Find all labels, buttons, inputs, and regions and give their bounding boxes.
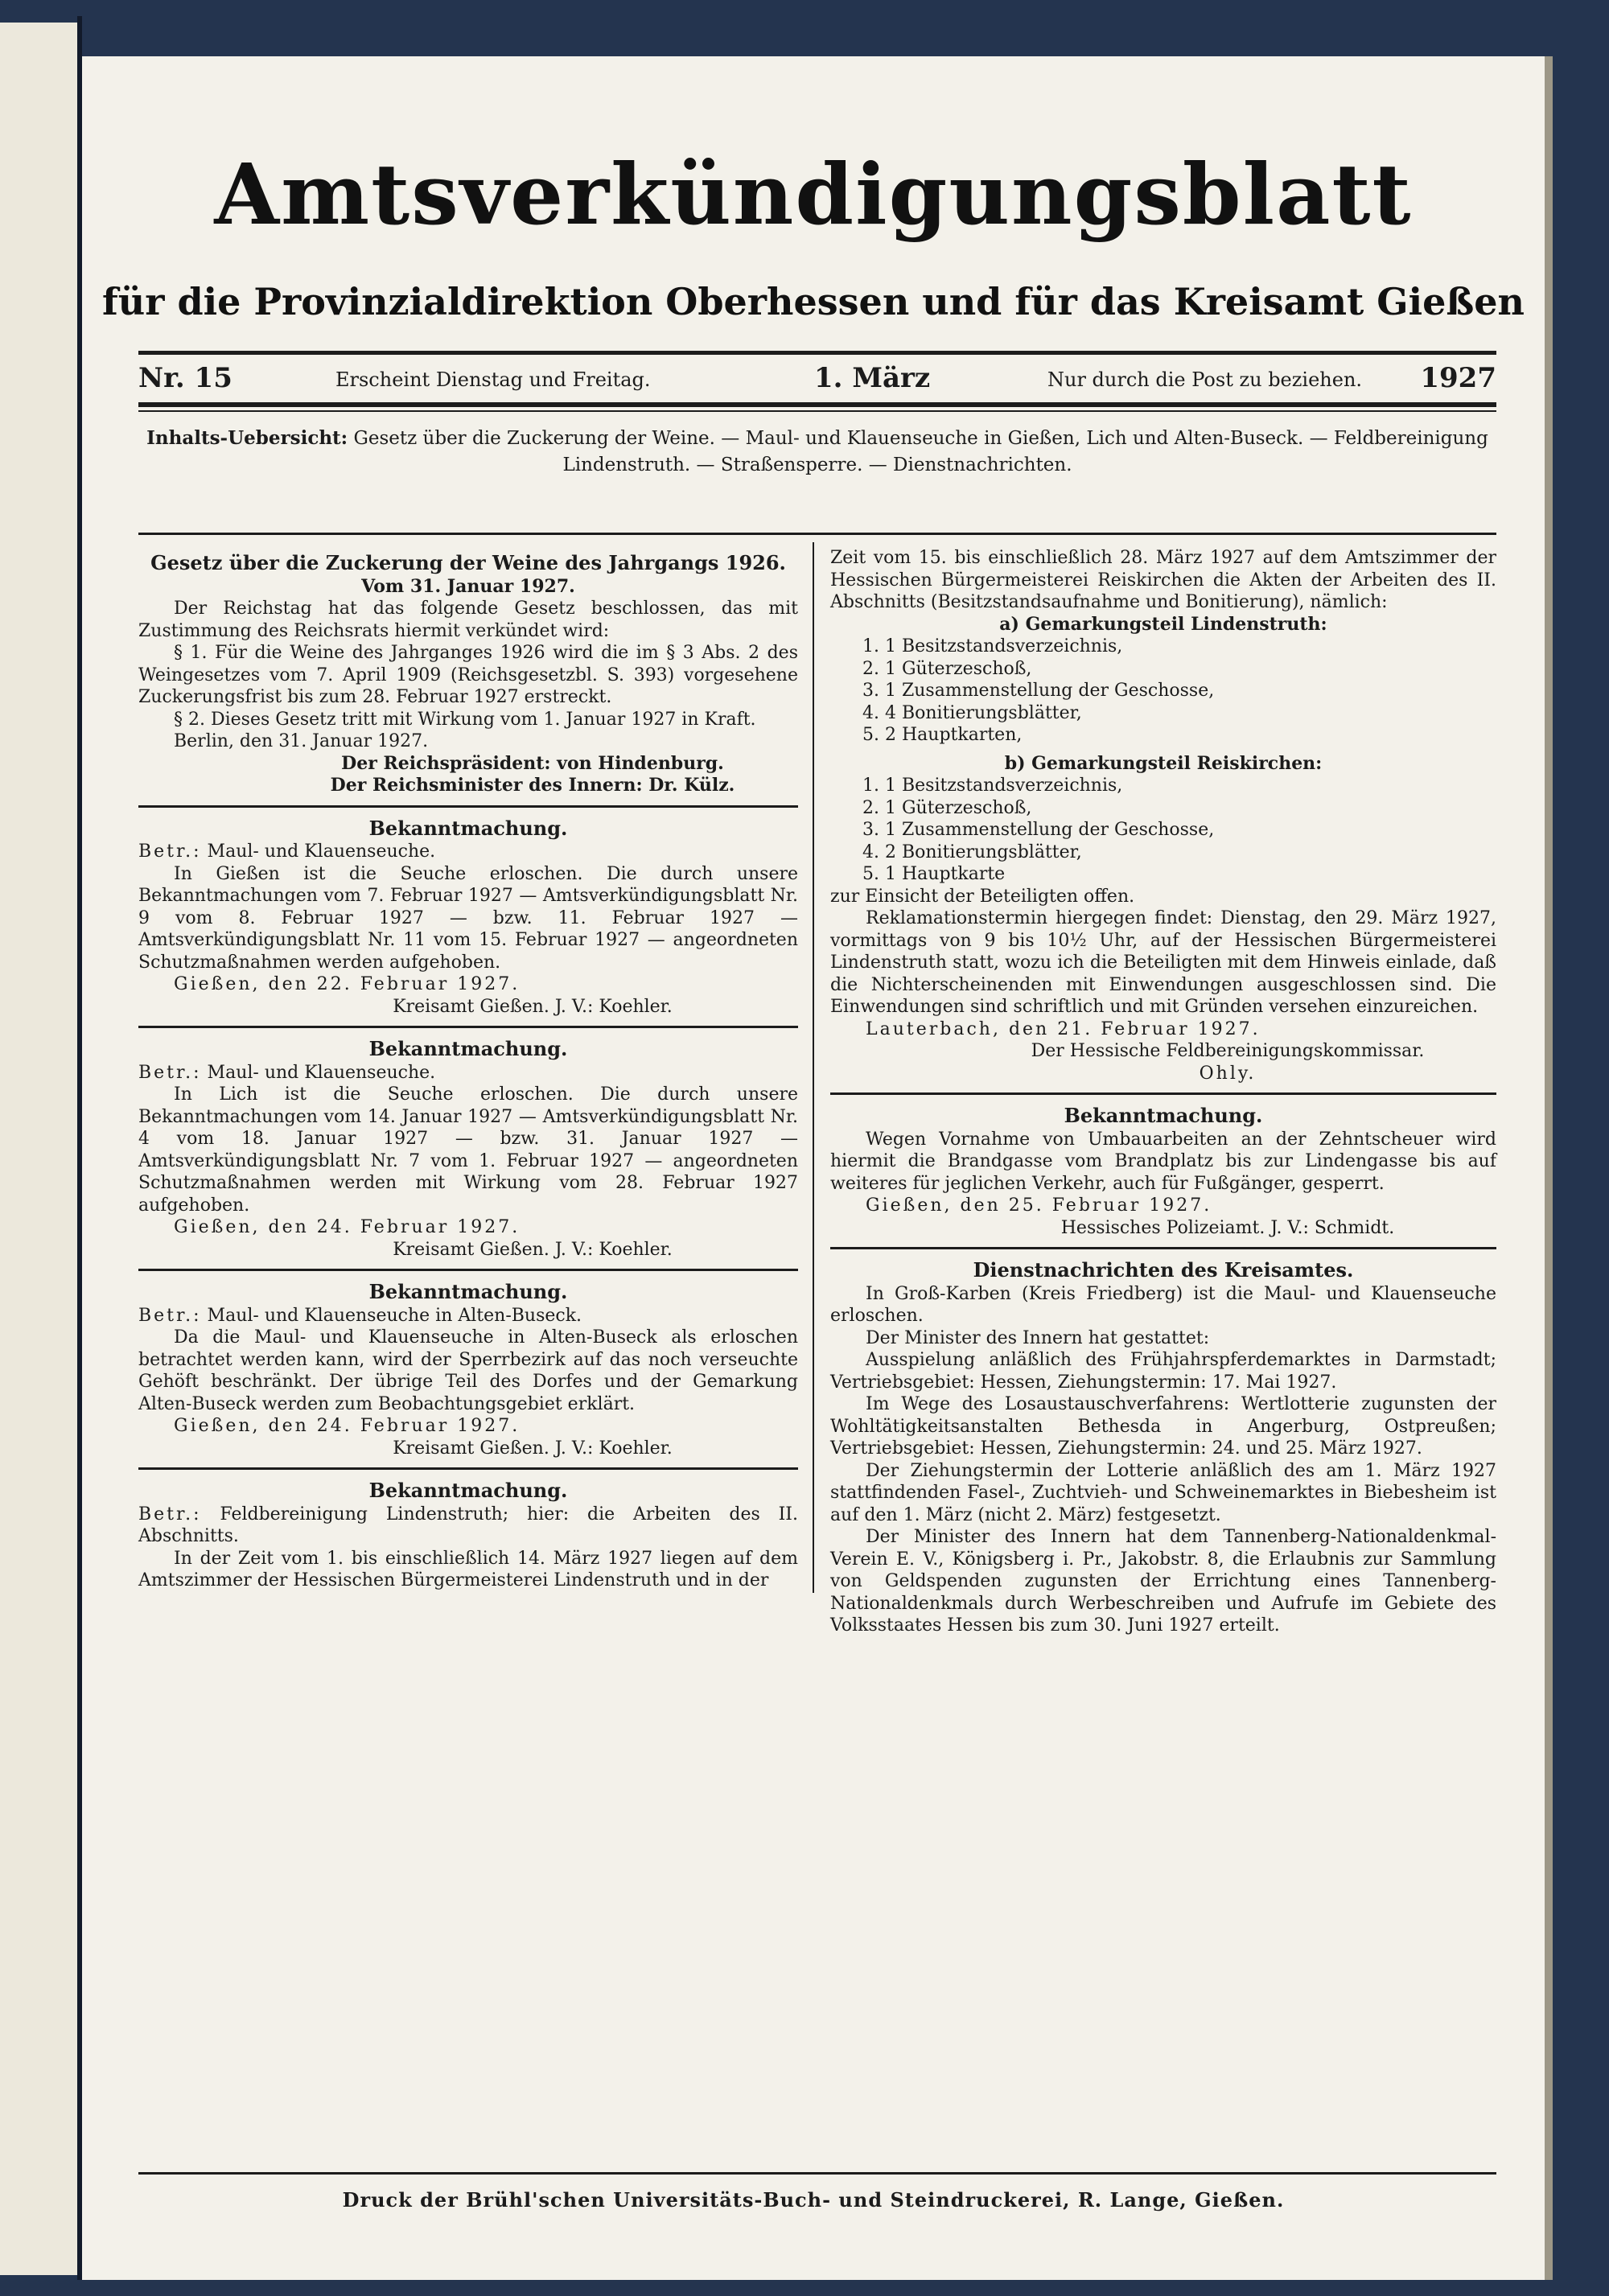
- law-signature-minister: Der Reichsminister des Innern: Dr. Külz.: [330, 775, 735, 796]
- section-rule: [830, 1092, 1496, 1095]
- column-divider: [813, 542, 814, 1593]
- section-rule: [138, 1269, 798, 1271]
- notice-1-place-date: Gießen, den 22. Februar 1927.: [174, 974, 521, 994]
- newspaper-page: [82, 56, 1553, 2280]
- law-paragraph-1: § 1. Für die Weine des Jahrganges 1926 wird die im § 3 Abs. 2 des Weingesetzes vom 7. April 1909 (Reichsgesetzbl. S. 393) vorgesehene Zuckerungsfrist bis zum 28. Februar 1927 erstreckt.: [138, 643, 798, 707]
- notice-4-signature-name: Ohly.: [1199, 1063, 1257, 1084]
- service-news-p6: Der Minister des Innern hat dem Tannenberg-Nationaldenkmal-Verein E. V., Königsberg i. Pr., Jakobstr. 8, die Erlaubnis zur Sammlung von Geldspenden zugunsten der Errichtung eines Tannenberg-Nationaldenkmals durch Werbeschreiben und Aufrufe im Gebiete des Volksstaates Hessen bis zum 30. Juni 1927 erteilt.: [830, 1527, 1496, 1636]
- service-news-p5: Der Ziehungstermin der Lotterie anläßlich des am 1. März 1927 stattfindenden Fasel-, Zuchtvieh- und Schweinemarktes in Biebesheim ist auf den 1. März (nicht 2. März) festgesetzt.: [830, 1460, 1496, 1525]
- footer-rule: [138, 2172, 1496, 2175]
- right-column: [830, 547, 1496, 1637]
- notice-1-body: In Gießen ist die Seuche erloschen. Die durch unsere Bekanntmachungen vom 7. Februar 1927 — Amtsverkündigungsblatt Nr. 9 vom 8. Februar 1927 — bzw. 11. Februar 1927 — Amtsverkündigungsblatt Nr. 11 vom 15. Februar 1927 — angeordneten Schutzmaßnahmen werden aufgehoben.: [138, 863, 798, 973]
- issue-date: 1. März: [814, 362, 931, 394]
- part-b-list: [830, 775, 1496, 886]
- list-item: 5. 2 Hauptkarten,: [862, 725, 1023, 745]
- notice-3-betr-label: Betr.:: [138, 1305, 202, 1326]
- part-a-title: a) Gemarkungsteil Lindenstruth:: [999, 613, 1327, 635]
- notice-5-title: Bekanntmachung.: [1064, 1104, 1263, 1127]
- notice-2-subject: Maul- und Klauenseuche.: [207, 1062, 436, 1083]
- notice-3-signature: Kreisamt Gießen. J. V.: Koehler.: [393, 1438, 673, 1459]
- notice-1-signature: Kreisamt Gießen. J. V.: Koehler.: [393, 996, 673, 1017]
- list-item: 1. 1 Besitzstandsverzeichnis,: [862, 776, 1123, 796]
- notice-1-subject: Maul- und Klauenseuche.: [207, 841, 436, 862]
- list-item: 3. 1 Zusammenstellung der Geschosse,: [862, 820, 1215, 840]
- notice-5-signature: Hessisches Polizeiamt. J. V.: Schmidt.: [1060, 1217, 1395, 1238]
- service-news-p3: Ausspielung anläßlich des Frühjahrspferdemarktes in Darmstadt; Vertriebsgebiet: Hessen, Ziehungstermin: 17. Mai 1927.: [830, 1350, 1496, 1393]
- notice-4-subject: Feldbereinigung Lindenstruth; hier: die Arbeiten des II. Abschnitts.: [138, 1504, 798, 1546]
- section-rule: [138, 1467, 798, 1470]
- part-a-list: [830, 636, 1496, 747]
- toc-text: Gesetz über die Zuckerung der Weine. — Maul- und Klauenseuche in Gießen, Lich und Alten-Buseck. — Feldbereinigung Lindenstruth. — Straßensperre. — Dienstnachrichten.: [353, 428, 1488, 475]
- service-news-p1: In Groß-Karben (Kreis Friedberg) ist die Maul- und Klauenseuche erloschen.: [830, 1283, 1496, 1326]
- table-of-contents: [138, 425, 1496, 479]
- left-column: [138, 547, 798, 1592]
- list-item: 4. 4 Bonitierungsblätter,: [862, 702, 1082, 723]
- toc-label: Inhalts-Uebersicht:: [146, 427, 348, 449]
- notice-2-body: In Lich ist die Seuche erloschen. Die durch unsere Bekanntmachungen vom 14. Januar 1927 — Amtsverkündigungsblatt Nr. 4 vom 18. Januar 1927 — bzw. 31. Januar 1927 — Amtsverkündigungsblatt Nr. 7 vom 1. Februar 1927 — angeordneten Schutzmaßnahmen werden mit Wirkung vom 28. Februar 1927 aufgehoben.: [138, 1084, 798, 1216]
- service-news-title: Dienstnachrichten des Kreisamtes.: [973, 1258, 1354, 1282]
- section-rule: [830, 1247, 1496, 1249]
- list-item: 5. 1 Hauptkarte: [862, 864, 1006, 884]
- part-b-title: b) Gemarkungsteil Reiskirchen:: [1004, 752, 1323, 774]
- law-date: Vom 31. Januar 1927.: [361, 575, 575, 597]
- section-rule: [138, 1026, 798, 1028]
- notice-1-title: Bekanntmachung.: [368, 816, 568, 840]
- law-intro: Der Reichstag hat das folgende Gesetz beschlossen, das mit Zustimmung des Reichsrats hiermit verkündet wird:: [138, 599, 798, 641]
- notice-3-body: Da die Maul- und Klauenseuche in Alten-Buseck als erloschen betrachtet werden kann, wird der Sperrbezirk auf das noch verseuchte Gehöft beschränkt. Der übrige Teil des Dorfes und der Gemarkung Alten-Buseck werden zum Beobachtungsgebiet erklärt.: [138, 1327, 798, 1414]
- notice-4-betr-label: Betr.:: [138, 1504, 202, 1524]
- list-item: 1. 1 Besitzstandsverzeichnis,: [862, 636, 1123, 656]
- notice-3-title: Bekanntmachung.: [368, 1280, 568, 1303]
- toc-rule: [138, 533, 1496, 535]
- notice-4-title: Bekanntmachung.: [368, 1479, 568, 1502]
- notice-2-betr-label: Betr.:: [138, 1062, 202, 1083]
- law-signature-president: Der Reichspräsident: von Hindenburg.: [341, 752, 724, 774]
- list-item: 2. 1 Güterzeschoß,: [862, 658, 1032, 679]
- issue-line: [138, 362, 1496, 401]
- notice-3-place-date: Gießen, den 24. Februar 1927.: [174, 1416, 521, 1436]
- masthead-subtitle: für die Provinzialdirektion Oberhessen und für das Kreisamt Gießen: [102, 280, 1525, 323]
- notice-4-continued: Zeit vom 15. bis einschließlich 28. März 1927 auf dem Amtszimmer der Hessischen Bürgermeisterei Reiskirchen die Akten der Arbeiten des II. Abschnitts (Besitzstandsaufnahme und Bonitierung), nämlich:: [830, 548, 1496, 612]
- printer-imprint: Druck der Brühl'schen Universitäts-Buch- und Steindruckerei, R. Lange, Gießen.: [342, 2188, 1285, 2212]
- list-item: 3. 1 Zusammenstellung der Geschosse,: [862, 681, 1215, 701]
- issue-rule-thin: [138, 410, 1496, 412]
- service-news-p4: Im Wege des Losaustauschverfahrens: Wertlotterie zugunsten der Wohltätigkeitsanstalten Bethesda in Angerburg, Ostpreußen; Vertriebsgebiet: Hessen, Ziehungstermin: 24. und 25. März 1927.: [830, 1394, 1496, 1459]
- notice-4-signature-office: Der Hessische Feldbereinigungskommissar.: [1031, 1041, 1425, 1061]
- law-place-date: Berlin, den 31. Januar 1927.: [174, 731, 429, 751]
- section-rule: [138, 805, 798, 808]
- notice-3-subject: Maul- und Klauenseuche in Alten-Buseck.: [207, 1305, 582, 1326]
- issue-rule: [138, 402, 1496, 407]
- notice-4-open: zur Einsicht der Beteiligten offen.: [830, 886, 1135, 907]
- masthead-title: Amtsverkündigungsblatt: [214, 145, 1413, 244]
- list-item: 4. 2 Bonitierungsblätter,: [862, 841, 1082, 862]
- law-title: Gesetz über die Zuckerung der Weine des Jahrgangs 1926.: [150, 551, 786, 574]
- notice-1-betr-label: Betr.:: [138, 841, 202, 862]
- notice-4-place-date: Lauterbach, den 21. Februar 1927.: [866, 1018, 1261, 1039]
- notice-5-place-date: Gießen, den 25. Februar 1927.: [866, 1195, 1212, 1216]
- issue-delivery: Nur durch die Post zu beziehen.: [1047, 368, 1363, 391]
- list-item: 2. 1 Güterzeschoß,: [862, 797, 1032, 818]
- notice-5-body: Wegen Vornahme von Umbauarbeiten an der Zehntscheuer wird hiermit die Brandgasse vom Brandplatz bis zur Lindengasse bis auf weiteres für jeglichen Verkehr, auch für Fußgänger, gesperrt.: [830, 1129, 1496, 1194]
- issue-frequency: Erscheint Dienstag und Freitag.: [335, 368, 651, 391]
- issue-year: 1927: [1420, 362, 1496, 394]
- facing-page-edge: [0, 23, 80, 2275]
- notice-2-signature: Kreisamt Gießen. J. V.: Koehler.: [393, 1239, 673, 1260]
- notice-4-body: In der Zeit vom 1. bis einschließlich 14. März 1927 liegen auf dem Amtszimmer der Hessischen Bürgermeisterei Lindenstruth und in der: [138, 1548, 798, 1590]
- issue-number: Nr. 15: [138, 362, 233, 394]
- notice-2-title: Bekanntmachung.: [368, 1037, 568, 1060]
- service-news-p2: Der Minister des Innern hat gestattet:: [866, 1327, 1210, 1348]
- top-rule: [138, 351, 1496, 355]
- notice-2-place-date: Gießen, den 24. Februar 1927.: [174, 1217, 521, 1237]
- notice-4-reclamation: Reklamationstermin hiergegen findet: Dienstag, den 29. März 1927, vormittags von 9 bis 10½ Uhr, auf der Hessischen Bürgermeisterei Lindenstruth statt, wozu ich die Beteiligten mit dem Hinweis einlade, daß die Nichterscheinenden mit Einwendungen ausgeschlossen sind. Die Einwendungen sind schriftlich und mit Gründen versehen einzureichen.: [830, 908, 1496, 1017]
- law-paragraph-2: § 2. Dieses Gesetz tritt mit Wirkung vom 1. Januar 1927 in Kraft.: [174, 709, 756, 730]
